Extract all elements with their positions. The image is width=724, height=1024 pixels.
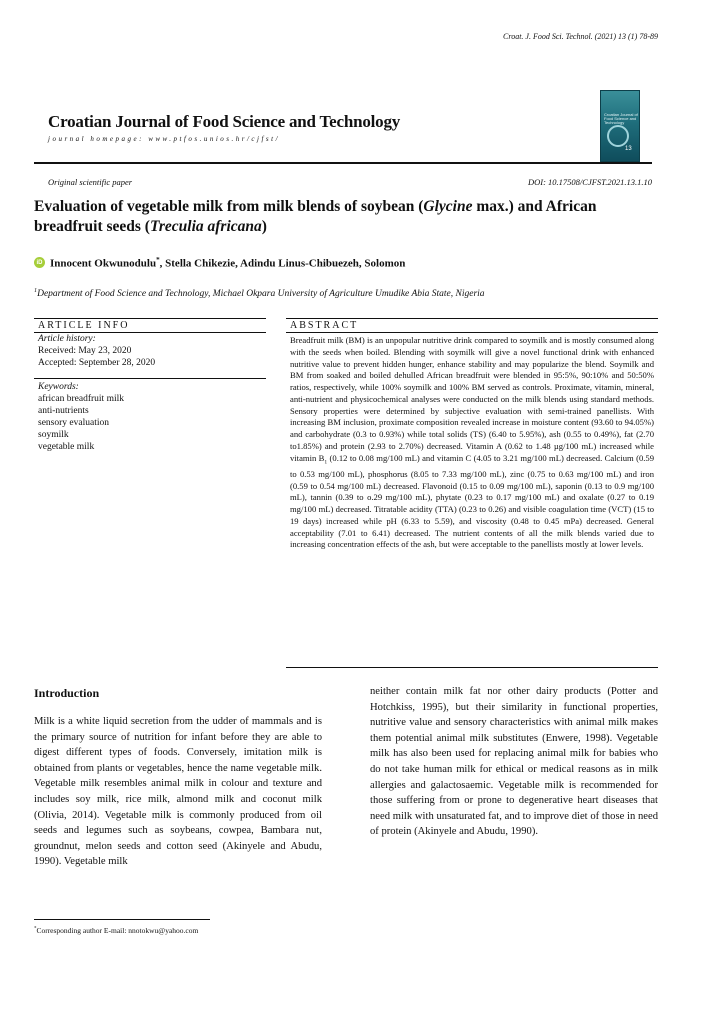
journal-homepage[interactable]: journal homepage: www.ptfos.unios.hr/cjfst/ — [48, 135, 281, 143]
header-divider — [34, 162, 652, 164]
journal-citation: Croat. J. Food Sci. Technol. (2021) 13 (1) 78-89 — [503, 32, 658, 41]
corresponding-author-footnote: *Corresponding author E-mail: nnotokwu@yahoo.com — [34, 926, 199, 935]
other-authors: , Stella Chikezie, Adindu Linus-Chibuezeh, Solomon — [159, 257, 406, 270]
keyword-item: soymilk — [38, 430, 69, 440]
abstract-text: Breadfruit milk (BM) is an unpopular nutritive drink compared to soymilk and is mostly consumed along with the seeds when boiled. Blending with soymilk will give a novel functional drink with enhanced nutritive value to prevent hidden hunger, enhance stability and may popularize the blend. Soymilk and BM from soaked and boiled dehulled African breadfruit were blended in 95:5%, 90:10% and 50:50% ratios, respectively, while 100% soymilk and 100% BM served as controls. Proximate, vitamin, mineral, anti-nutrient and physicochemical analyses were conducted on the milk blends using standard methods. Sensory properties were determined by subjective evaluation with semi-trained panellists. With increasing BM inclusion, proximate composition revealed increase in moisture content (93.60 to 94.05%) and carbohydrate (0.3 to 0.93%) while total solids (TS) (6.40 to 5.95%), ash (0.55 to 0.49%), fat (2.70 to1.85%) and protein (2.93 to 2.70%) decreased. Vitamin A (0.62 to 1.48 µg/100 mL) increased while vitamin $B_1$ (0.12 to 0.08 mg/100 mL) and vitamin C (4.05 to 3.21 mg/100 mL) decreased. Calcium (0.59 to 0.53 mg/100 mL), phosphorus (8.05 to 7.33 mg/100 mL), zinc (0.75 to 0.63 mg/100 mL) and iron (0.59 to 0.54 mg/100 mL) decreased. Flavonoid (0.15 to 0.09 mg/100 mL), saponin (0.13 to 0.9 mg/100 mL), tannin (0.39 to o.29 mg/100 mL), phytate (0.23 to 0.17 mg/100 mL) and oxalate (0.27 to 0.19 mg/100 mL) decreased. Titratable acidity (TTA) (0.23 to 0.26) and visible coagulation time (VCT) (15 to 19 days) increased while pH (6.33 to 5.59), and viscosity (0.48 to 0.45 mPa) decreased. General acceptability (7.01 to 6.41) decreased. The nutrient contents of all the milk blends varied due to increasing concentration effects of the ash, but were acceptable to the panellists mostly at lower levels. — [290, 335, 655, 550]
accepted-date: Accepted: September 28, 2020 — [38, 358, 156, 368]
cover-title: Croatian Journal of Food Science and Technology — [604, 112, 638, 125]
journal-cover-image — [600, 90, 640, 162]
keywords-section — [34, 381, 270, 453]
title-part: Evaluation of vegetable milk from milk blends of soybean ( — [34, 198, 424, 215]
abstract-section — [286, 318, 658, 551]
title-part: max.) and African breadfruit seeds ( — [34, 198, 597, 235]
introduction-right-column: neither contain milk fat nor other dairy products (Potter and Hotchkiss, 1995), but their similarity in functional properties, nutritive value and sensory characteristics with animal milk makes them potential animal milk substitutes (Enwere, 1998). Vegetable milk has also been used for replacing animal milk for babies who do not take human milk for ethical or medical reasons as in milk allergies and galactosaemic. Vegetable milk is recommended for those suffering from or prone to degenerative heart diseases that need milk with unsaturated fat, and to improve diet of those in need of protein (Akinyele and Abudu, 1990). — [370, 686, 658, 838]
received-date: Received: May 23, 2020 — [38, 346, 132, 356]
footnote-divider — [34, 919, 210, 920]
abstract-heading: ABSTRACT — [286, 318, 658, 333]
abstract-divider — [286, 667, 658, 668]
keyword-item: vegetable milk — [38, 442, 95, 452]
cover-logo-ring — [607, 125, 629, 147]
cover-volume-number: 13 — [625, 146, 632, 152]
affiliation-marker: 1 — [34, 288, 38, 294]
keyword-item: anti-nutrients — [38, 406, 89, 416]
history-label: Article history: — [38, 334, 96, 344]
paper-title — [34, 197, 664, 237]
corresponding-marker: * — [156, 256, 160, 264]
title-part: ) — [261, 218, 267, 235]
doi[interactable]: DOI: 10.17508/CJFST.2021.13.1.10 — [527, 177, 652, 187]
first-author: Innocent Okwunodulu*, Stella Chikezie, Adindu Linus-Chibuezeh, Solomon — [50, 256, 406, 270]
affiliation — [34, 288, 485, 299]
orcid-icon[interactable]: iD — [34, 257, 45, 268]
article-info-section — [34, 318, 266, 369]
paper-type: Original scientific paper — [48, 177, 133, 187]
keyword-item: african breadfruit milk — [38, 394, 124, 404]
title-species-genus: Glycine — [423, 198, 473, 215]
author-list — [34, 256, 405, 270]
journal-title: Croatian Journal of Food Science and Technology — [48, 112, 401, 131]
title-species-name: Treculia africana — [149, 218, 262, 235]
introduction-heading: Introduction — [34, 686, 100, 700]
keyword-item: sensory evaluation — [38, 418, 109, 428]
affiliation-text: Department of Food Science and Technology, Michael Okpara University of Agriculture Umudike Abia State, Nigeria — [37, 289, 485, 300]
article-info-heading: ARTICLE INFO — [34, 318, 266, 333]
introduction-left-column: Milk is a white liquid secretion from the udder of mammals and is the primary source of nutrition for infant before they are able to digest different types of foods. Conversely, imitation milk is obtained from plants or vegetables, hence the name vegetable milk. Vegetable milk resembles animal milk in colour and texture and includes soy milk, rice milk, almond milk and coconut milk (Olivia, 2014). Vegetable milk is commonly produced from oil seeds and legumes such as soybeans, cowpea, Bambara nut, groundnut, melon seeds and cotton seed (Akinyele and Abudu, 1990). Vegetable milk — [34, 716, 322, 868]
article-info-divider — [34, 378, 266, 379]
keywords-label: Keywords: — [38, 382, 79, 392]
